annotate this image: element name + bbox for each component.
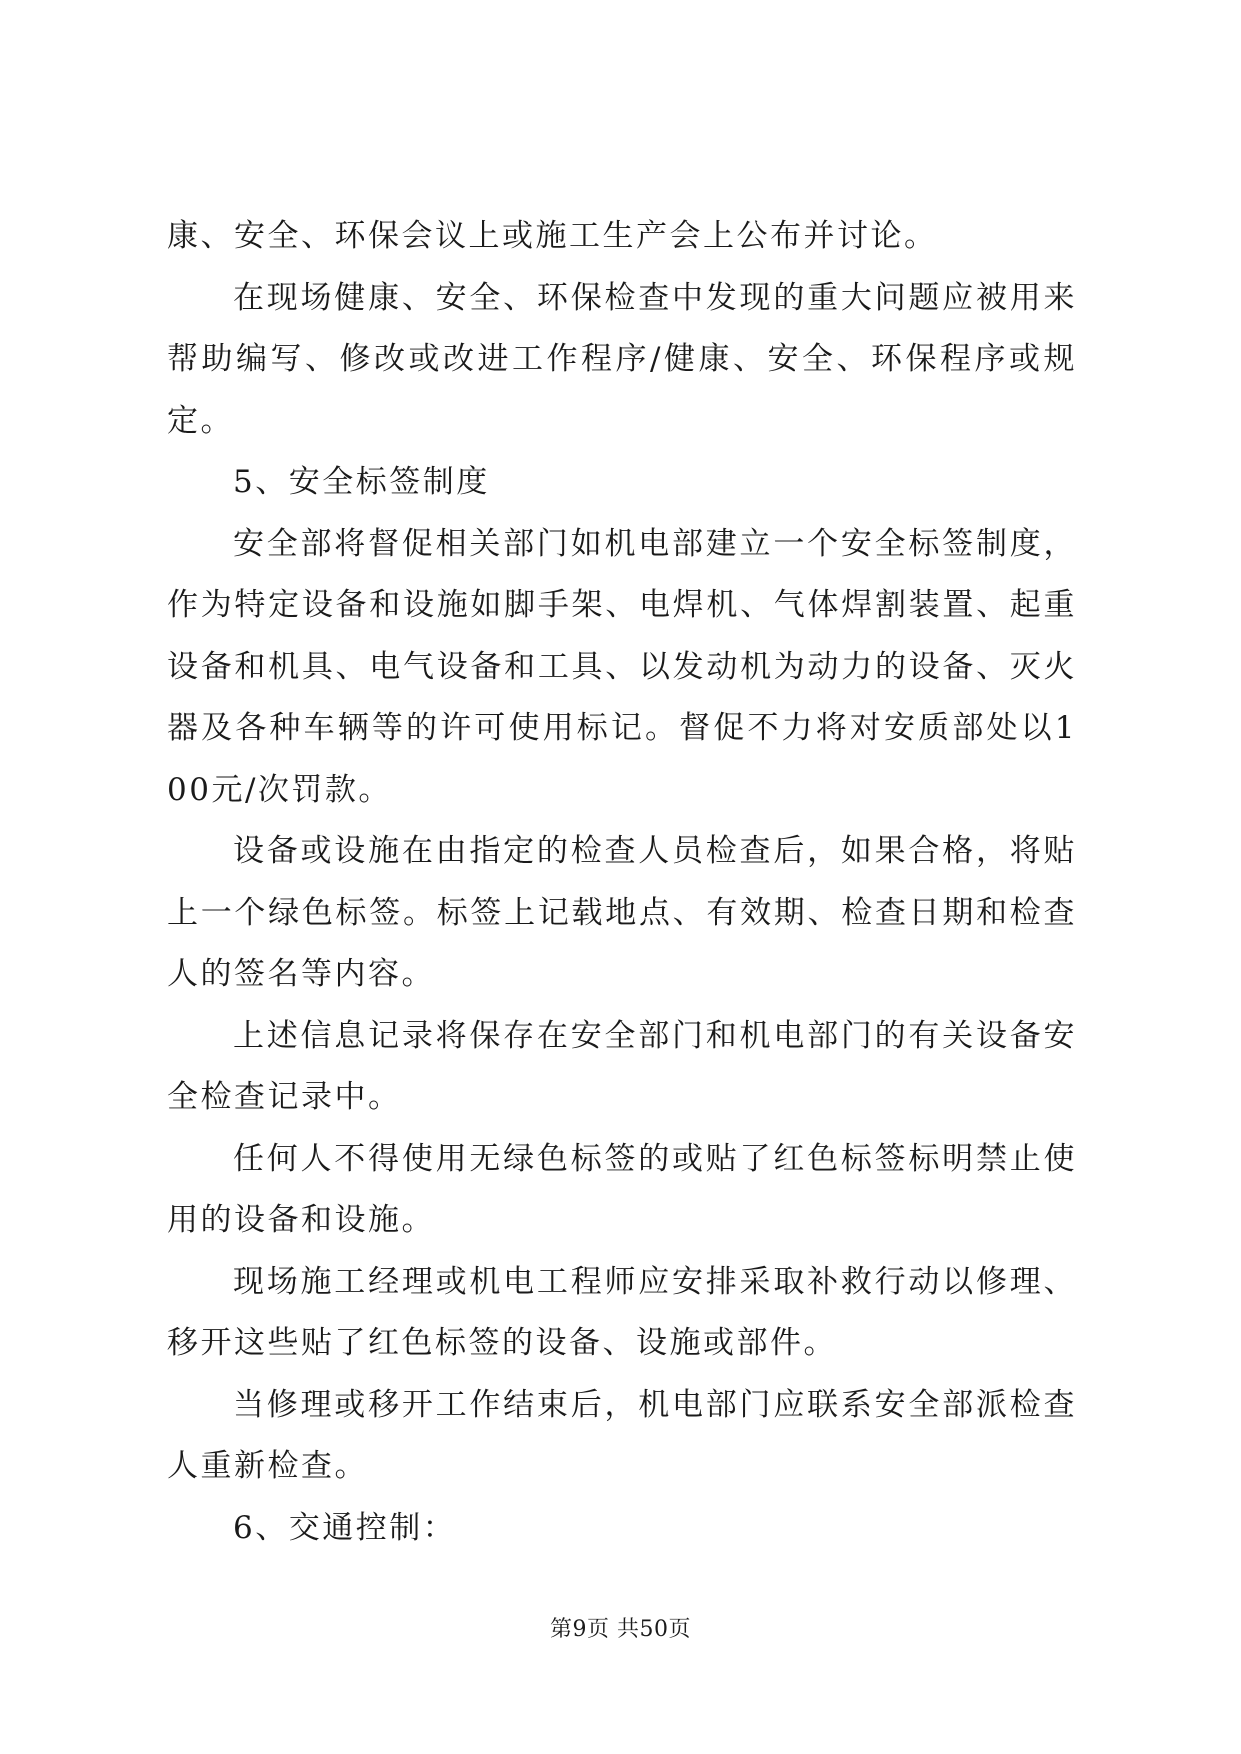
section-heading-safety-tags: 5、安全标签制度 xyxy=(233,464,490,500)
paragraph-1: 康、安全、环保会议上或施工生产会上公布并讨论。 xyxy=(167,218,938,254)
paragraph-4: 设备或设施在由指定的检查人员检查后，如果合格，将贴上一个绿色标签。标签上记载地点、有效期、检查日期和检查人的签名等内容。 xyxy=(167,833,1077,992)
page-number-label: 第9页 共50页 xyxy=(550,1617,691,1642)
paragraph-3: 安全部将督促相关部门如机电部建立一个安全标签制度，作为特定设备和设施如脚手架、电焊机、气体焊割装置、起重设备和机具、电气设备和工具、以发动机为动力的设备、灭火器及各种车辆等的许可使用标记。督促不力将对安质部处以100元/次罚款。 xyxy=(167,525,1077,808)
paragraph-8: 当修理或移开工作结束后，机电部门应联系安全部派检查人重新检查。 xyxy=(167,1386,1077,1484)
paragraph-5: 上述信息记录将保存在安全部门和机电部门的有关设备安全检查记录中。 xyxy=(167,1017,1077,1115)
paragraph-7: 现场施工经理或机电工程师应安排采取补救行动以修理、移开这些贴了红色标签的设备、设施或部件。 xyxy=(167,1263,1077,1361)
document-body xyxy=(167,206,1077,1559)
page-footer xyxy=(0,1612,1241,1643)
paragraph-2: 在现场健康、安全、环保检查中发现的重大问题应被用来帮助编写、修改或改进工作程序/健康、安全、环保程序或规定。 xyxy=(167,279,1077,439)
paragraph-6: 任何人不得使用无绿色标签的或贴了红色标签标明禁止使用的设备和设施。 xyxy=(167,1140,1077,1238)
section-heading-traffic-control: 6、交通控制： xyxy=(233,1509,457,1546)
